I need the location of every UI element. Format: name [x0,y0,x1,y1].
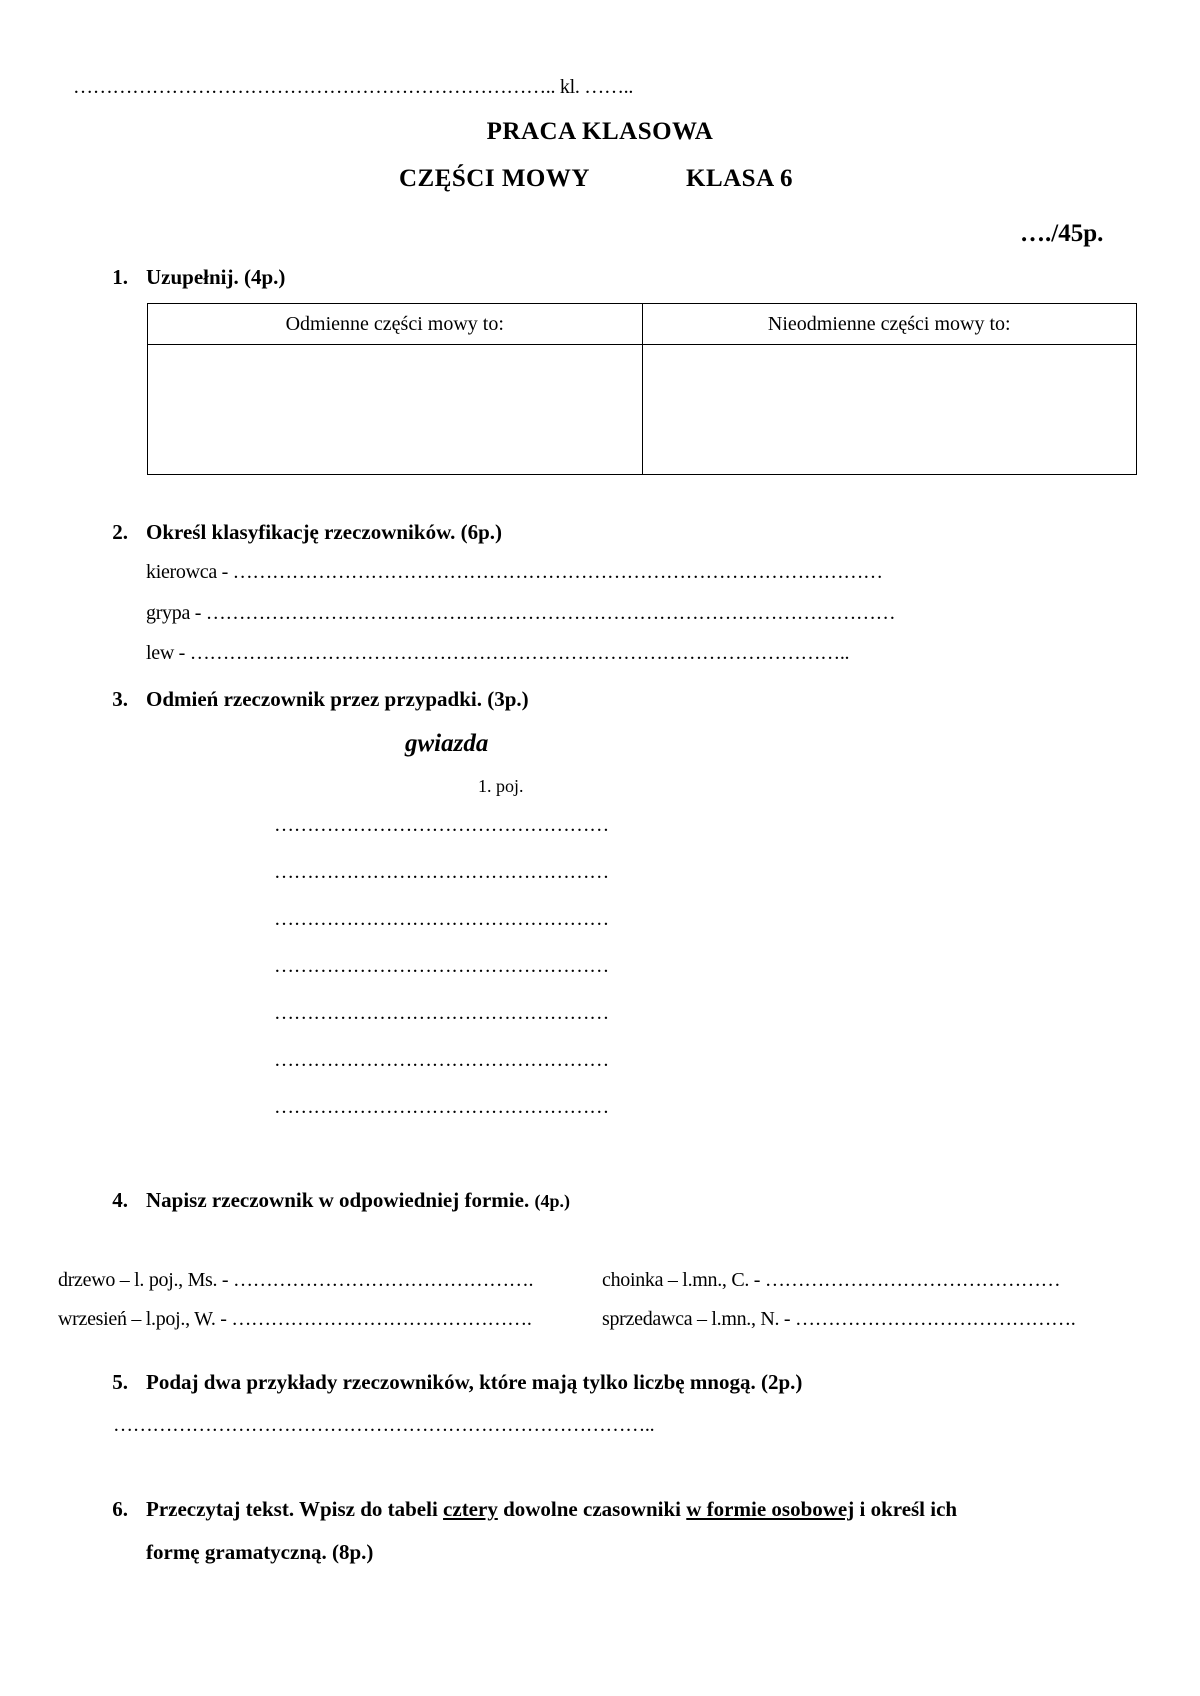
q2-item-lew[interactable]: lew - ……………………………………………………………………………………….. [146,642,850,664]
q3-blank-6[interactable]: …………………………………………… [274,1049,609,1071]
q4-item-wrzesien[interactable]: wrzesień – l.poj., W. - ………………………………………. [58,1308,532,1330]
q2-item-grypa[interactable]: grypa - …………………………………………………………………………………………… [146,602,896,624]
q3-number: 3. [112,687,128,711]
q6-prompt-line-1 [146,1497,957,1522]
q6-text-2: dowolne czasowniki [497,1497,687,1521]
q4-item-choinka[interactable]: choinka – l.mn., C. - ……………………………………… [602,1269,1061,1291]
q2-prompt: Określ klasyfikację rzeczowników. (6p.) [146,520,502,544]
q6-text-underlined-1: cztery [443,1497,498,1521]
q3-prompt: Odmień rzeczownik przez przypadki. (3p.) [146,687,529,711]
q2-number: 2. [112,520,128,544]
q4-points: (4p.) [534,1191,570,1211]
q1-answer-inflected[interactable] [148,345,643,475]
q4-prompt [146,1188,570,1213]
subtitle-class: KLASA 6 [686,165,794,192]
q4-item-sprzedawca[interactable]: sprzedawca – l.mn., N. - ……………………………………. [602,1308,1076,1330]
q1-number: 1. [112,265,128,289]
q2-item-kierowca[interactable]: kierowca - ……………………………………………………………………………………… [146,561,883,583]
q1-table [147,303,1137,475]
q3-blank-3[interactable]: …………………………………………… [274,908,609,930]
subtitle-parts-of-speech: CZĘŚCI MOWY [399,165,590,192]
q1-answer-uninflected[interactable] [642,345,1137,475]
student-name-line[interactable]: ……………………………………………………………….. kl. …….. [73,76,634,98]
q3-blank-1[interactable]: …………………………………………… [274,814,609,836]
q5-prompt: Podaj dwa przykłady rzeczowników, które mają tylko liczbę mnogą. (2p.) [146,1370,803,1394]
q1-header-uninflected: Nieodmienne części mowy to: [642,304,1137,345]
q3-blank-7[interactable]: …………………………………………… [274,1096,609,1118]
q3-word: gwiazda [405,730,489,757]
q4-item-drzewo[interactable]: drzewo – l. poj., Ms. - ………………………………………. [58,1269,534,1291]
q4-prompt-text: Napisz rzeczownik w odpowiedniej formie. [146,1188,530,1212]
q3-blank-4[interactable]: …………………………………………… [274,955,609,977]
q6-text-1: Przeczytaj tekst. Wpisz do tabeli [146,1497,444,1521]
q3-form-label: 1. poj. [478,776,524,796]
q5-answer-line[interactable]: ……………………………………………………………………….. [113,1414,655,1436]
q6-prompt-line-2: formę gramatyczną. (8p.) [146,1540,374,1564]
q5-number: 5. [112,1370,128,1394]
q6-text-underlined-2: w formie osobowej [686,1497,855,1521]
q3-blank-5[interactable]: …………………………………………… [274,1002,609,1024]
q6-text-3: i określ ich [854,1497,958,1521]
q6-number: 6. [112,1497,128,1521]
q1-prompt: Uzupełnij. (4p.) [146,265,286,289]
q3-blank-2[interactable]: …………………………………………… [274,861,609,883]
page-title: PRACA KLASOWA [486,118,714,145]
q4-number: 4. [112,1188,128,1212]
q1-header-inflected: Odmienne części mowy to: [148,304,643,345]
score-field[interactable]: …./45p. [1020,220,1104,247]
